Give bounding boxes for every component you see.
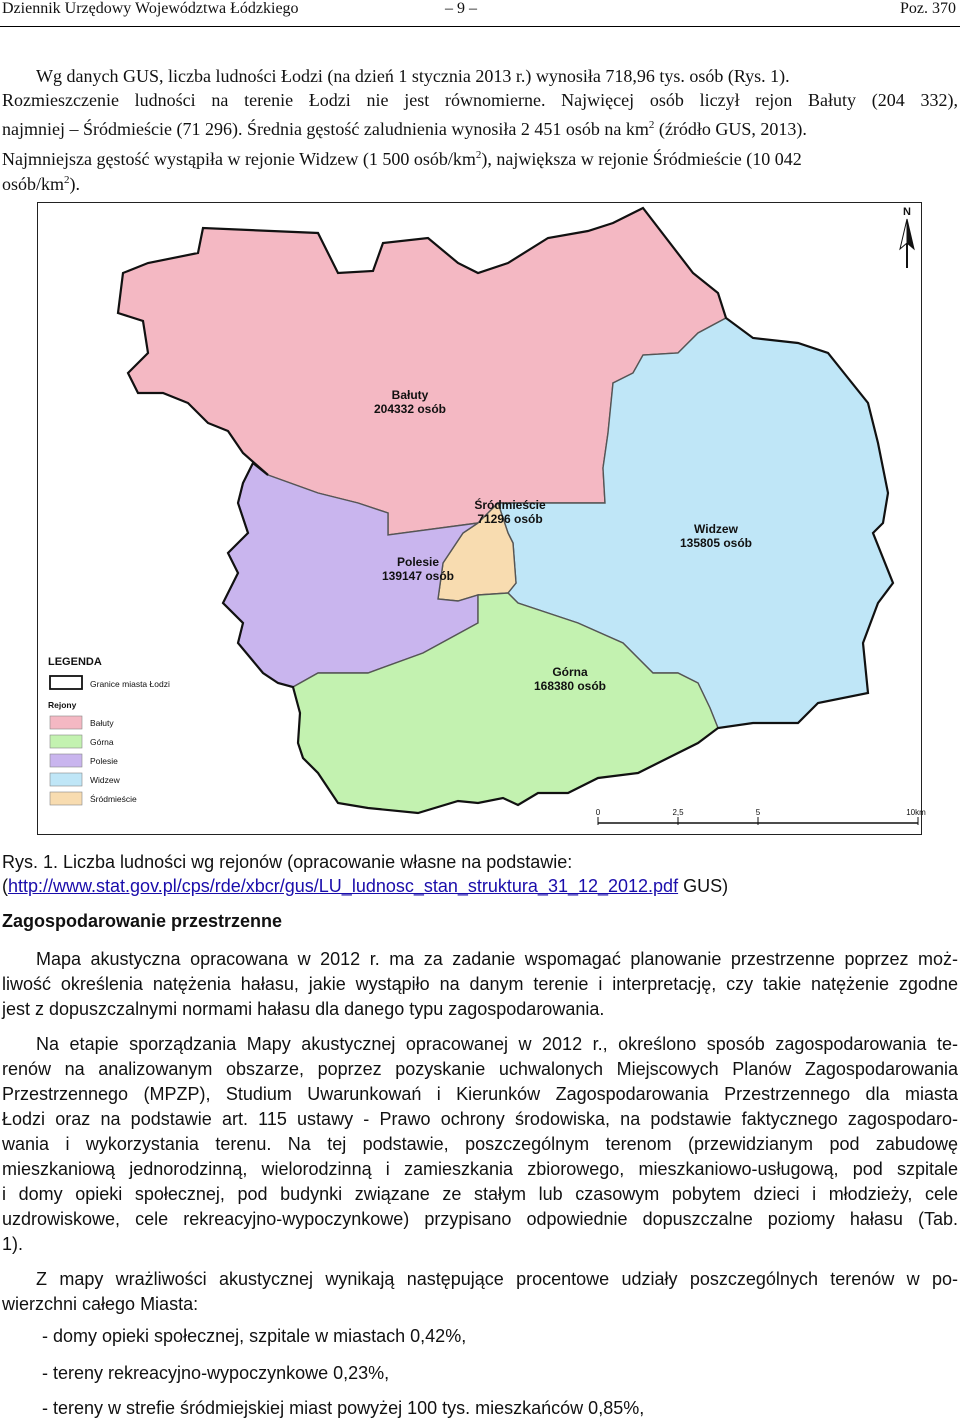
legend-regions-title: Rejony (48, 700, 77, 710)
para2-line-9: 1). (2, 1234, 24, 1254)
svg-text:2,5: 2,5 (672, 808, 684, 817)
page-header (0, 0, 960, 27)
para1-line-3: jest z dopuszczalnymi normami hałasu dla danego typu zagospodarowania. (2, 999, 605, 1019)
legend-swatch (50, 773, 82, 786)
svg-text:0: 0 (595, 808, 601, 817)
figure-caption: Rys. 1. Liczba ludności wg rejonów (opracowanie własne na podstawie: (2, 852, 573, 872)
map-legend (48, 656, 170, 805)
legend-swatch (50, 754, 82, 767)
para2-line-2: renów na analizowanym obszarze, poprzez pozyskanie uchwalonych Miejscowych Planów Zagospodarowania (2, 1059, 958, 1079)
legend-item-label: Bałuty (90, 718, 114, 728)
para3-line-2: wierzchni całego Miasta: (2, 1294, 199, 1314)
label-widzew-count: 135805 osób (679, 536, 753, 550)
north-arrow-icon (900, 206, 914, 268)
svg-text:10km: 10km (906, 808, 926, 817)
intro-line-3: najmniej – Śródmieście (71 296). Średnia gęstość zaludnienia wynosiła 2 451 osób na $km^2$ (źródło GUS, 2013). (2, 119, 807, 139)
legend-swatch (50, 716, 82, 729)
para2-line-5: wania i wykorzystania terenu. Na tej podstawie, poszczególnym terenom (przewidzianym pod zabudowę (2, 1134, 958, 1154)
figure-caption-source: (http://www.stat.gov.pl/cps/rde/xbcr/gus/LU_ludnosc_stan_struktura_31_12_2012.pdf GUS) (2, 876, 729, 896)
label-gorna-name: Górna (552, 665, 588, 679)
intro-line-4: Najmniejsza gęstość wystąpiła w rejonie Widzew (1 500 osób/$km^2$), największa w rejonie Śródmieście (10 042 (2, 149, 802, 169)
para2-line-6: mieszkaniową jednorodzinną, wielorodzinną i zamieszkania zbiorowego, mieszkaniowo-usługową, pod szpitale (2, 1159, 958, 1179)
label-polesie-count: 139147 osób (381, 569, 455, 583)
legend-item-label: Widzew (90, 775, 120, 785)
para3-line-1: Z mapy wrażliwości akustycznej wynikają następujące procentowe udziały poszczególnych terenów w po- (36, 1269, 958, 1289)
para1-line-2: liwość określenia natężenia hałasu, jakie wystąpiło na danym terenie i interpretację, czy takie natężenie zgodne (2, 974, 958, 994)
label-baluty-count: 204332 osób (373, 402, 447, 416)
svg-text:N: N (903, 206, 911, 218)
legend-boundary-label: Granice miasta Łodzi (90, 679, 170, 689)
districts-map (37, 202, 926, 835)
legend-item-label: Śródmieście (90, 794, 137, 804)
list-item: - tereny w strefie śródmiejskiej miast powyżej 100 tys. mieszkańców 0,85%, (42, 1398, 645, 1418)
legend-swatch (50, 792, 82, 805)
list-item: - domy opieki społecznej, szpitale w miastach 0,42%, (42, 1326, 467, 1346)
label-polesie-name: Polesie (396, 555, 440, 569)
para2-line-7: i domy opieki społecznej, pod budynki związane ze stałym lub czasowym pobytem dzieci i młodzieży, cele (2, 1184, 958, 1204)
label-gorna-count: 168380 osób (533, 679, 607, 693)
intro-line-2: Rozmieszczenie ludności na terenie Łodzi nie jest równomierne. Najwięcej osób liczył rejon Bałuty (204 332), (2, 90, 958, 110)
label-widzew-name: Widzew (694, 522, 738, 536)
para2-line-3: Przestrzennego (MPZP), Studium Uwarunkowań i Kierunków Zagospodarowania Przestrzennego dla miasta (2, 1084, 958, 1104)
label-srodmiescie-count: 71296 osób (477, 512, 543, 526)
label-baluty-name: Bałuty (391, 388, 429, 402)
legend-item-label: Polesie (90, 756, 118, 766)
map-svg (38, 203, 926, 836)
svg-text:5: 5 (755, 808, 761, 817)
scale-bar (596, 808, 926, 825)
section-title: Zagospodarowanie przestrzenne (2, 911, 283, 931)
intro-line-5: osób/$km^2$). (2, 174, 81, 194)
label-srodmiescie-name: Śródmieście (474, 498, 546, 512)
list-item: - tereny rekreacyjno-wypoczynkowe 0,23%, (42, 1363, 390, 1383)
legend-swatch (50, 735, 82, 748)
intro-line-1: Wg danych GUS, liczba ludności Łodzi (na dzień 1 stycznia 2013 r.) wynosiła 718,96 tys. osób (Rys. 1). (36, 66, 790, 86)
header-journal-title: Dziennik Urzędowy Województwa Łódzkiego (2, 0, 299, 17)
para2-line-8: uzdrowiskowe, cele rekreacyjno-wypoczynkowe) przypisano odpowiednie dopuszczalne poziomy hałasu (Tab. (2, 1209, 958, 1229)
legend-title: LEGENDA (48, 656, 102, 668)
header-page-number: – 9 – (445, 0, 477, 17)
source-link[interactable]: http://www.stat.gov.pl/cps/rde/xbcr/gus/LU_ludnosc_stan_struktura_31_12_2012.pdf (8, 876, 679, 896)
header-position: Poz. 370 (900, 0, 956, 17)
para2-line-1: Na etapie sporządzania Mapy akustycznej opracowanej w 2012 r., określono sposób zagospodarowania te- (36, 1034, 958, 1054)
para2-line-4: Łodzi oraz na podstawie art. 115 ustawy - Prawo ochrony środowiska, na podstawie faktycznego zagospodaro- (2, 1109, 958, 1129)
para1-line-1: Mapa akustyczna opracowana w 2012 r. ma za zadanie wspomagać planowanie przestrzenne poprzez moż- (36, 949, 958, 969)
legend-item-label: Górna (90, 737, 114, 747)
